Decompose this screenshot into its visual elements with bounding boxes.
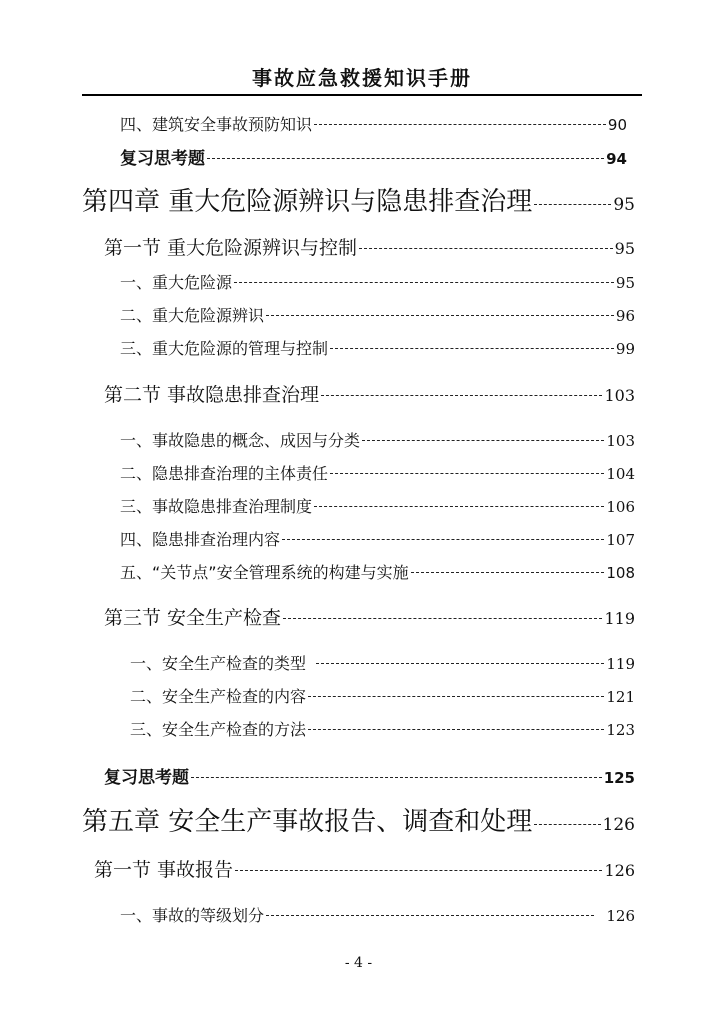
toc-entry-page: 106 (606, 498, 635, 516)
toc-entry-page: 95 (615, 274, 635, 292)
toc-entry[interactable] (130, 651, 635, 674)
toc-entry-title: 三、重大危险源的管理与控制 (120, 339, 329, 358)
toc-leader (314, 124, 606, 125)
toc-entry-page: 103 (604, 386, 635, 405)
toc-leader (330, 473, 604, 474)
toc-entry[interactable] (120, 303, 635, 326)
running-header: 事故应急救援知识手册 (252, 66, 472, 90)
toc-entry-title: 二、隐患排查治理的主体责任 (120, 464, 329, 483)
toc-leader (316, 663, 604, 664)
toc-entry-page: 95 (613, 195, 635, 215)
toc-entry[interactable] (130, 684, 635, 707)
toc-entry-title: 四、建筑安全事故预防知识 (120, 115, 313, 134)
toc-leader (191, 777, 602, 778)
toc-section[interactable] (104, 380, 635, 407)
toc-entry-page: 126 (606, 907, 635, 925)
toc-entry-title: 复习思考题 (120, 149, 205, 169)
toc-section[interactable] (94, 855, 635, 882)
toc-entry[interactable] (120, 527, 635, 550)
toc-entry-title: 一、事故隐患的概念、成因与分类 (120, 431, 361, 450)
toc-entry-title: 第四章 重大危险源辨识与隐患排查治理 (82, 187, 533, 217)
toc-entry[interactable] (130, 717, 635, 740)
toc-chapter[interactable] (82, 801, 635, 838)
toc-entry-page: 103 (606, 432, 635, 450)
toc-entry-title: 第五章 安全生产事故报告、调查和处理 (82, 807, 533, 837)
toc-leader (282, 539, 604, 540)
toc-entry-page: 119 (604, 609, 635, 628)
toc-entry-title: 三、事故隐患排查治理制度 (120, 497, 313, 516)
toc-leader (359, 248, 613, 249)
toc-leader (308, 729, 604, 730)
toc-entry-title: 一、事故的等级划分 (120, 906, 265, 925)
toc-entry-title: 一、安全生产检查的类型 (130, 654, 307, 673)
toc-section[interactable] (104, 603, 635, 630)
toc-entry-title: 三、安全生产检查的方法 (130, 720, 307, 739)
toc-leader (266, 315, 614, 316)
toc-entry-page: 108 (606, 564, 635, 582)
header-rule (82, 94, 642, 96)
toc-entry-title: 第一节 重大危险源辨识与控制 (104, 237, 358, 259)
toc-entry-page: 119 (606, 655, 635, 673)
toc-entry-title: 第二节 事故隐患排查治理 (104, 384, 320, 406)
toc-entry[interactable] (120, 112, 627, 135)
toc-entry[interactable] (120, 903, 635, 926)
toc-section[interactable] (104, 233, 635, 260)
toc-leader (235, 870, 602, 871)
toc-leader (234, 282, 614, 283)
toc-entry-page: 125 (603, 769, 635, 787)
toc-entry-page: 107 (606, 531, 635, 549)
toc-entry-page: 90 (607, 116, 627, 134)
toc-entry[interactable] (120, 494, 635, 517)
toc-entry-page: 123 (606, 721, 635, 739)
toc-entry[interactable] (120, 270, 635, 293)
toc-entry-title: 二、安全生产检查的内容 (130, 687, 307, 706)
toc-leader (321, 395, 602, 396)
toc-leader (534, 204, 611, 205)
toc-entry-page: 99 (615, 340, 635, 358)
toc-entry-page: 104 (606, 465, 635, 483)
toc-entry-title: 复习思考题 (104, 768, 189, 788)
toc-entry-title: 二、重大危险源辨识 (120, 306, 265, 325)
toc-entry-title: 一、重大危险源 (120, 273, 233, 292)
toc-leader (308, 696, 604, 697)
toc-leader (534, 824, 600, 825)
toc-entry-page: 126 (604, 861, 635, 880)
toc-leader (266, 915, 594, 916)
toc-entry[interactable] (120, 336, 635, 359)
toc-entry-title: 四、隐患排查治理内容 (120, 530, 281, 549)
toc-entry[interactable] (120, 461, 635, 484)
toc-leader (411, 572, 605, 573)
toc-entry-title: 第三节 安全生产检查 (104, 607, 282, 629)
toc-entry[interactable] (120, 560, 635, 583)
toc-leader (207, 158, 604, 159)
toc-entry-title: 五、“关节点”安全管理系统的构建与实施 (120, 563, 409, 582)
toc-entry-page: 121 (606, 688, 635, 706)
toc-entry-title: 第一节 事故报告 (94, 859, 234, 881)
toc-entry-page: 95 (614, 239, 635, 258)
toc-entry-page: 126 (602, 815, 635, 835)
toc-entry-page: 94 (606, 150, 627, 168)
toc-leader (330, 348, 614, 349)
toc-entry-page: 96 (615, 307, 635, 325)
toc-entry[interactable] (120, 144, 627, 169)
page-number: - 4 - (344, 955, 373, 971)
toc-entry[interactable] (104, 763, 635, 788)
toc-entry[interactable] (120, 428, 635, 451)
toc-chapter[interactable] (82, 181, 635, 218)
toc-leader (362, 440, 604, 441)
toc-leader (283, 618, 602, 619)
toc-leader (314, 506, 604, 507)
